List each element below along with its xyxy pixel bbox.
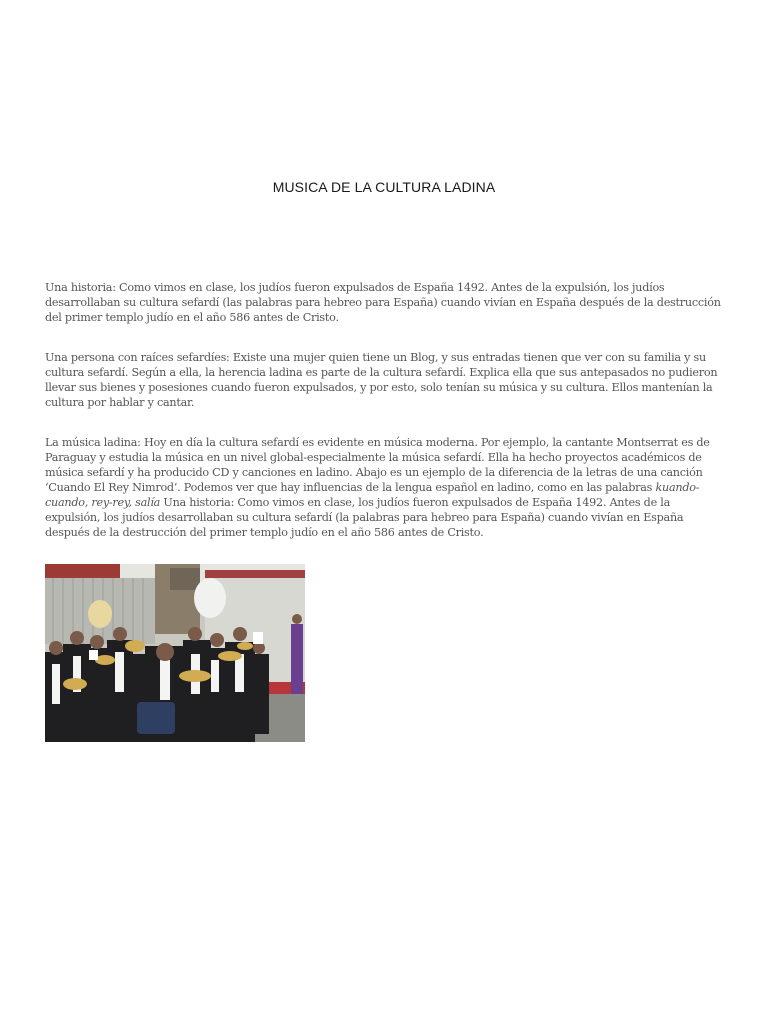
document-title: MUSICA DE LA CULTURA LADINA — [272, 179, 496, 195]
paragraph-musica-ladina-text-b: Una historia: Como vimos en clase, los judíos fueron expulsados de España 1492. Antes de la expulsión, los judíos desarrollaban su cultura sefardí (la palabras para hebreo para España) cuando vivían en España después de la destrucción del primer templo judío en el año 586 antes de Cristo. — [45, 496, 684, 539]
paragraph-musica-ladina — [45, 435, 725, 540]
paragraph-historia: Una historia: Como vimos en clase, los judíos fueron expulsados de España 1492. Antes de la expulsión, los judíos desarrollaban su cultura sefardí (las palabras para hebreo para España) cuando vivían en España después de la destrucción del primer templo judío en el año 586 antes de Cristo. — [45, 281, 721, 324]
paragraph-musica-ladina-italic-words: kuando-cuando, rey-rey, salía — [45, 481, 700, 509]
paragraph-persona: Una persona con raíces sefardíes: Existe una mujer quien tiene un Blog, y sus entradas tienen que ver con su familia y su cultura sefardí. Según a ella, la herencia ladina es parte de la cultura sefardí. Explica ella que sus antepasados no pudieron llevar sus bienes y posesiones cuando fueron expulsados, y por esto, solo tenían su música y su cultura. Ellos mantenían la cultura por hablar y cantar. — [45, 351, 718, 409]
brass-band-photo — [45, 564, 305, 742]
paragraph-musica-ladina-text-a: La música ladina: Hoy en día la cultura sefardí es evidente en música moderna. Por ejemplo, la cantante Montserrat es de Paraguay y estudia la música en un nivel global-especialmente la música sefardí. Ella ha hecho proyectos académicos de música sefardí y ha producido CD y canciones en ladino. Abajo es un ejemplo de la diferencia de la letras de una canción ‘Cuando El Rey Nimrod’. Podemos ver que hay influencias de la lengua español en ladino, como en las palabras — [45, 436, 710, 494]
